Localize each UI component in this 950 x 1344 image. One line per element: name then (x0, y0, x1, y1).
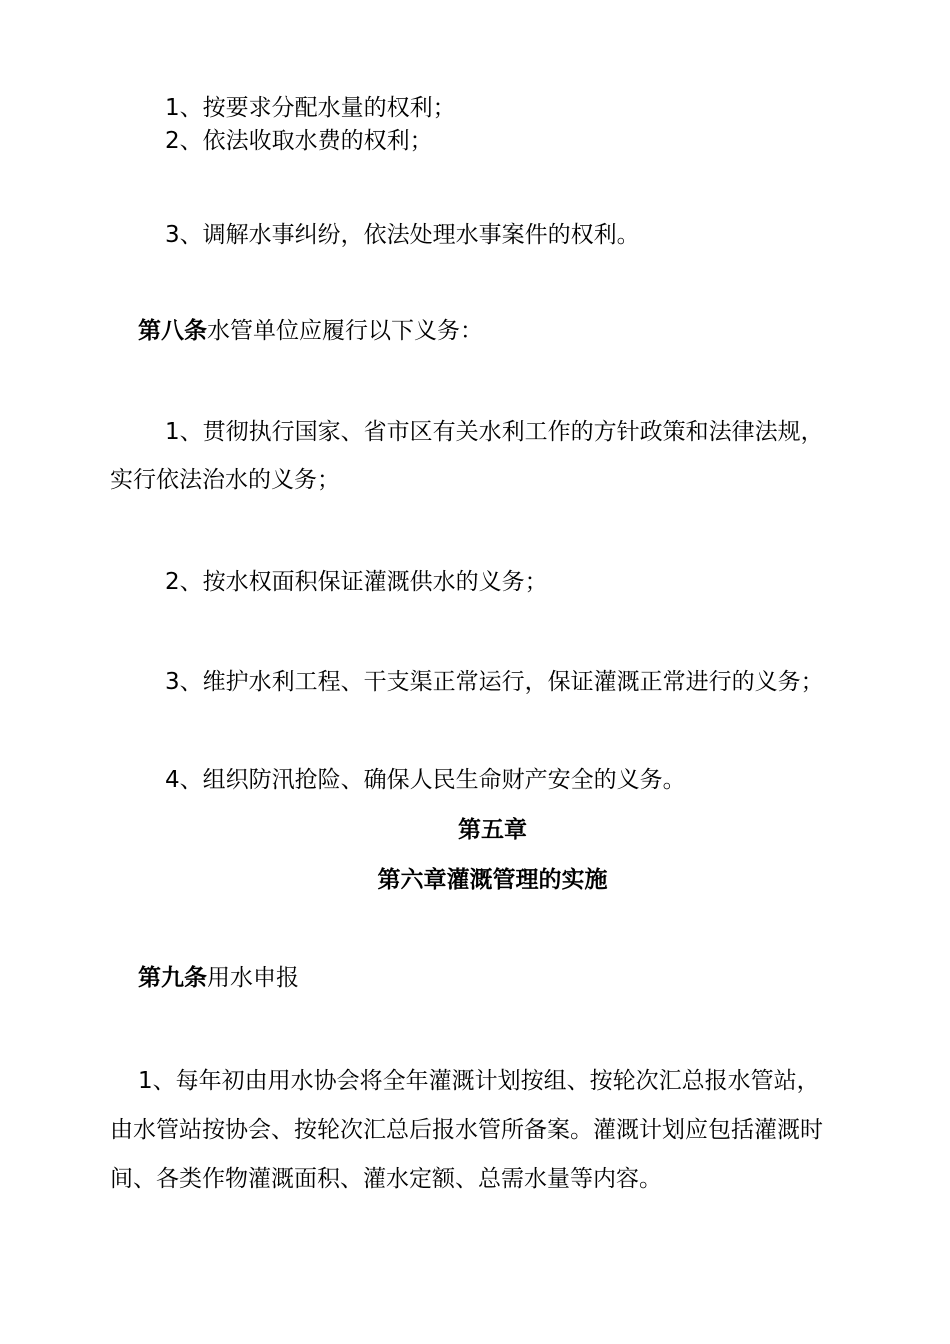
article-9-label: 第九条 (138, 965, 207, 991)
article-9 (138, 963, 299, 993)
rights-item-1: 1、按要求分配水量的权利； (165, 95, 456, 121)
article-8-label: 第八条 (138, 318, 207, 344)
duty-item-2: 2、按水权面积保证灌溉供水的义务； (165, 569, 548, 595)
rights-item-2: 2、依法收取水费的权利； (165, 128, 433, 154)
duty-item-4: 4、组织防汛抢险、确保人民生命财产安全的义务。 (165, 767, 686, 793)
article-8-text: 水管单位应履行以下义务： (207, 318, 483, 344)
chapter-6-heading: 第六章灌溉管理的实施 (377, 867, 608, 893)
duty-item-1-line-1: 1、贯彻执行国家、省市区有关水利工作的方针政策和法律法规， (165, 419, 824, 445)
duty-item-1-line-2: 实行依法治水的义务； (110, 467, 340, 493)
duty-item-3: 3、维护水利工程、干支渠正常运行，保证灌溉正常进行的义务； (165, 669, 824, 695)
rights-item-3: 3、调解水事纠纷，依法处理水事案件的权利。 (165, 222, 640, 248)
declaration-line-2: 由水管站按协会、按轮次汇总后报水管所备案。灌溉计划应包括灌溉时 (110, 1117, 823, 1143)
article-8 (138, 316, 483, 346)
declaration-line-3: 间、各类作物灌溉面积、灌水定额、总需水量等内容。 (110, 1166, 662, 1192)
article-9-text: 用水申报 (207, 965, 299, 991)
declaration-line-1: 1、每年初由用水协会将全年灌溉计划按组、按轮次汇总报水管站， (138, 1068, 820, 1094)
chapter-5-heading: 第五章 (458, 817, 527, 843)
